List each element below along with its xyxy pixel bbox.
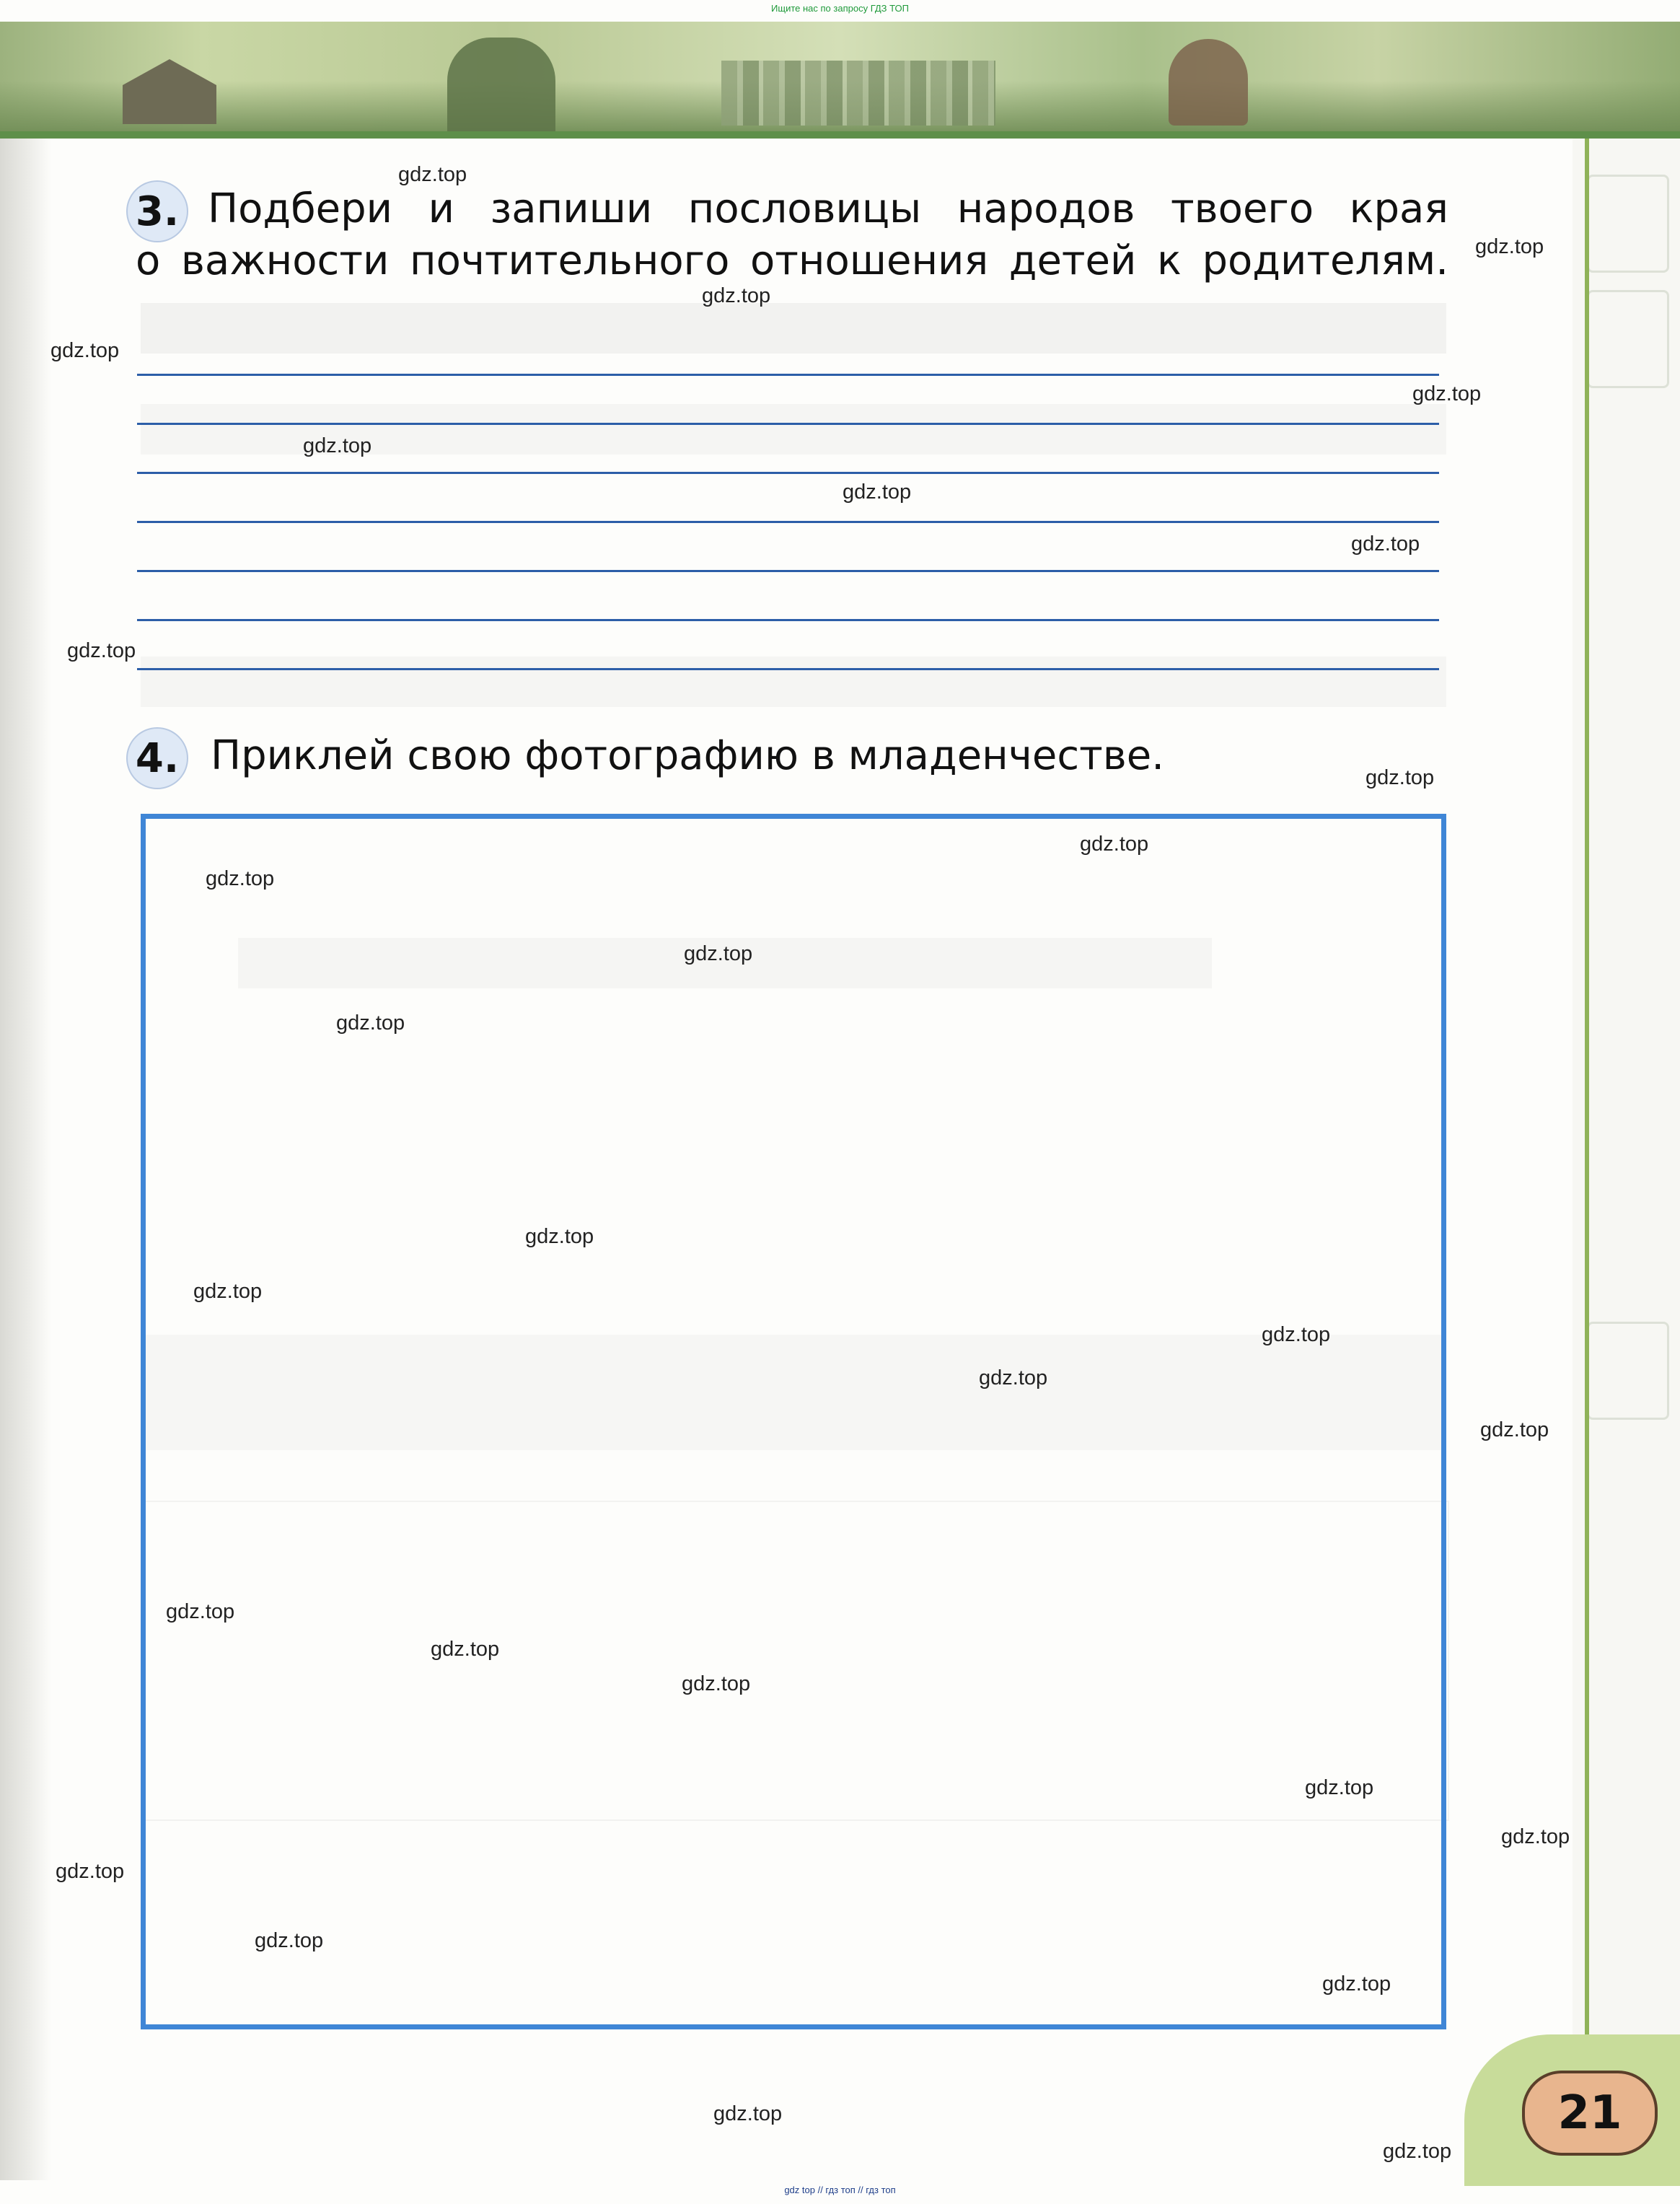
- watermark: gdz.top: [1305, 1776, 1374, 1799]
- margin-pen-icon: [1587, 175, 1669, 273]
- page-number: 21: [1522, 2071, 1658, 2156]
- top-note: Ищите нас по запросу ГДЗ ТОП: [771, 3, 909, 14]
- header-banner-image: [0, 22, 1680, 139]
- bottom-note: gdz top // гдз топ // гдз топ: [784, 2185, 896, 2195]
- answer-line[interactable]: [137, 374, 1439, 376]
- watermark: gdz.top: [50, 339, 120, 362]
- watermark: gdz.top: [525, 1225, 594, 1248]
- page-gutter-shadow: [0, 139, 52, 2180]
- city-illustration: [721, 61, 995, 126]
- watermark: gdz.top: [303, 434, 372, 457]
- watermark: gdz.top: [193, 1280, 263, 1303]
- watermark: gdz.top: [1322, 1972, 1391, 1996]
- watermark: gdz.top: [431, 1638, 500, 1661]
- watermark: gdz.top: [336, 1011, 405, 1035]
- task-4-number: 4.: [126, 727, 188, 789]
- watermark: gdz.top: [67, 639, 136, 662]
- watermark: gdz.top: [1480, 1418, 1549, 1441]
- answer-line[interactable]: [137, 472, 1439, 474]
- margin-divider-line: [1585, 139, 1589, 2072]
- watermark: gdz.top: [702, 284, 771, 307]
- answer-line[interactable]: [137, 423, 1439, 425]
- watermark: gdz.top: [1475, 235, 1544, 258]
- answer-line[interactable]: [137, 619, 1439, 621]
- answer-line[interactable]: [137, 521, 1439, 523]
- watermark: gdz.top: [684, 942, 753, 965]
- watermark: gdz.top: [979, 1366, 1048, 1389]
- task-3-number: 3.: [126, 180, 188, 242]
- watermark: gdz.top: [1262, 1323, 1331, 1346]
- house-illustration: [123, 59, 216, 124]
- watermark: gdz.top: [843, 480, 912, 504]
- watermark: gdz.top: [682, 1672, 751, 1695]
- watermark: gdz.top: [1351, 532, 1420, 556]
- watermark: gdz.top: [713, 2102, 783, 2125]
- monument-illustration: [447, 38, 555, 139]
- task-4-text: Приклей свою фотографию в младенчестве.: [211, 732, 1164, 779]
- watermark: gdz.top: [398, 163, 467, 186]
- margin-photo-icon: [1587, 290, 1669, 388]
- task-3-text-line2: о важности почтительного отношения детей к родителям.: [136, 237, 1448, 284]
- photo-frame[interactable]: [141, 814, 1446, 2029]
- answer-line[interactable]: [137, 570, 1439, 572]
- watermark: gdz.top: [1080, 833, 1149, 856]
- watermark: gdz.top: [1501, 1825, 1570, 1848]
- watermark: gdz.top: [56, 1860, 125, 1883]
- watermark: gdz.top: [1383, 2140, 1452, 2163]
- watermark: gdz.top: [1365, 766, 1435, 789]
- dome-illustration: [1169, 39, 1248, 126]
- watermark: gdz.top: [166, 1600, 235, 1623]
- task-3-text-line1: Подбери и запиши пословицы народов твоего края: [208, 185, 1448, 232]
- watermark: gdz.top: [255, 1929, 324, 1952]
- watermark: gdz.top: [1412, 382, 1482, 405]
- margin-book-icon: [1587, 1322, 1669, 1420]
- answer-line[interactable]: [137, 668, 1439, 670]
- watermark: gdz.top: [206, 867, 275, 890]
